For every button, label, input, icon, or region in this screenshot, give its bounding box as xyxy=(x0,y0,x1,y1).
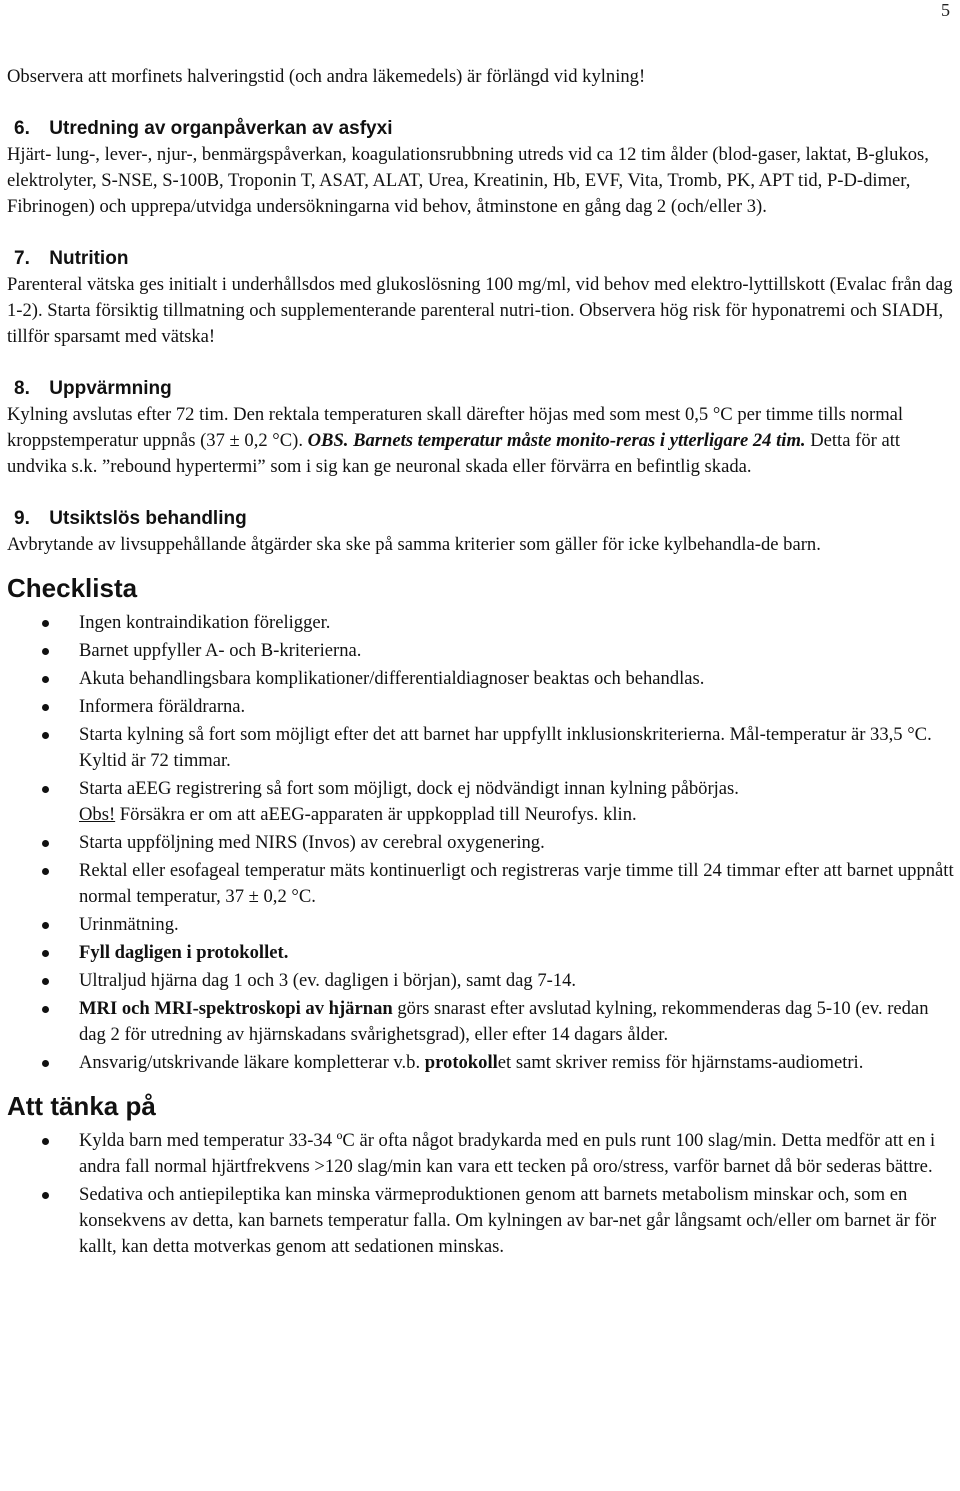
list-item xyxy=(7,912,955,938)
section-number: 8. xyxy=(14,378,30,399)
checklist-heading: Checklista xyxy=(7,573,138,603)
section-number: 7. xyxy=(14,248,30,269)
checklist xyxy=(7,610,955,1076)
list-item xyxy=(7,722,955,774)
text-part: Kylning avslutas efter 72 tim. Den rektala temperaturen skall därefter höjas med som mest 0,5 °C per timme tills normal kroppstemperatur uppnås (37 ± 0,2 °C). xyxy=(7,404,904,451)
spacer xyxy=(7,220,955,246)
bullet-icon xyxy=(42,1138,49,1145)
list-item xyxy=(7,1128,955,1180)
item-text: Starta kylning så fort som möjligt efter det att barnet har uppfyllt inklusionskriterierna. Mål-temperatur är 33,5 °C. Kyltid är 72 timmar. xyxy=(79,724,932,771)
item-text: Urinmätning. xyxy=(79,914,179,935)
bullet-icon xyxy=(42,978,49,985)
section-7 xyxy=(7,246,955,350)
item-text: Kylda barn med temperatur 33-34 ºC är ofta något bradykarda med en puls runt 100 slag/min. Detta medför att en i andra fall normal hjärtfrekvens >120 slag/min kan vara ett tecken på oro/stress, varför barnet då bör sederas bättre. xyxy=(79,1130,936,1177)
item-text: Ansvarig/utskrivande läkare kompletterar v.b. xyxy=(79,1052,425,1073)
bullet-icon xyxy=(42,732,49,739)
bullet-icon xyxy=(42,704,49,711)
section-text: Parenteral vätska ges initialt i underhållsdos med glukoslösning 100 mg/ml, vid behov med elektro-lyttillskott (Evalac från dag 1-2). Starta försiktig tillmatning och supplementerande parenteral nutri-tion. Observera hög risk för hyponatremi och SIADH, tillför sparsamt med vätska! xyxy=(7,274,953,347)
bullet-icon xyxy=(42,620,49,627)
section-number: 9. xyxy=(14,508,30,529)
item-text: Starta uppföljning med NIRS (Invos) av cerebral oxygenering. xyxy=(79,832,545,853)
item-text: görs snarast efter avslutad kylning, rekommenderas dag 5-10 (ev. redan dag 2 för utredning av hjärnskadans svårighetsgrad), eller efter 14 dagars ålder. xyxy=(79,998,929,1045)
section-number: 6. xyxy=(14,118,30,139)
item-text: Akuta behandlingsbara komplikationer/differentialdiagnoser beaktas och behandlas. xyxy=(79,668,705,689)
bullet-icon xyxy=(42,1060,49,1067)
spacer xyxy=(7,350,955,376)
bullet-icon xyxy=(42,950,49,957)
item-text: et samt skriver remiss för hjärnstams-audiometri. xyxy=(497,1052,864,1073)
item-text: Ultraljud hjärna dag 1 och 3 (ev. dagligen i början), samt dag 7-14. xyxy=(79,970,577,991)
intro-line: Observera att morfinets halveringstid (och andra läkemedels) är förlängd vid kylning! xyxy=(7,66,646,87)
section-title: Nutrition xyxy=(49,248,129,269)
item-text: Sedativa och antiepileptika kan minska värmeproduktionen genom att barnets metabolism minskar och, som en konsekvens av detta, kan barnets temperatur falla. Om kylningen av bar-net går långsamt och/eller om barnet är för kallt, kan detta motverkas genom att sedationen minskas. xyxy=(79,1184,937,1257)
section-text: Avbrytande av livsuppehållande åtgärder ska ske på samma kriterier som gäller för icke kylbehandla-de barn. xyxy=(7,534,821,555)
bullet-icon xyxy=(42,840,49,847)
section-heading xyxy=(7,506,955,532)
list-item xyxy=(7,830,955,856)
list-item xyxy=(7,968,955,994)
list-item xyxy=(7,1050,955,1076)
section-9 xyxy=(7,506,955,558)
list-item xyxy=(7,940,955,966)
att-tanka-pa-list xyxy=(7,1128,955,1260)
obs-emphasis: OBS. Barnets temperatur måste monito-reras i ytterligare 24 tim. xyxy=(307,430,806,451)
list-item xyxy=(7,638,955,664)
obs-underlined: Obs! xyxy=(79,804,116,825)
bullet-icon xyxy=(42,786,49,793)
item-text: Informera föräldrarna. xyxy=(79,696,246,717)
spacer xyxy=(7,480,955,506)
bullet-icon xyxy=(42,676,49,683)
bullet-icon xyxy=(42,1006,49,1013)
item-text: Försäkra er om att aEEG-apparaten är uppkopplad till Neurofys. klin. xyxy=(115,804,637,825)
item-bold-text: protokoll xyxy=(424,1052,498,1073)
section-title: Utredning av organpåverkan av asfyxi xyxy=(49,118,393,139)
section-heading xyxy=(7,246,955,272)
item-bold-text: MRI och MRI-spektroskopi av hjärnan xyxy=(79,998,393,1019)
att-tanka-pa-heading: Att tänka på xyxy=(7,1091,156,1121)
section-text xyxy=(7,402,955,480)
text-part: Detta för att undvika s.k. ”rebound hypertermi” som i sig kan ge neuronal skada eller förvärra en befintlig skada. xyxy=(7,430,901,477)
bullet-icon xyxy=(42,922,49,929)
page-number: 5 xyxy=(941,0,950,20)
list-item xyxy=(7,996,955,1048)
section-heading xyxy=(7,116,955,142)
list-item xyxy=(7,1182,955,1260)
section-6 xyxy=(7,116,955,220)
section-title: Uppvärmning xyxy=(49,378,172,399)
item-text: Ingen kontraindikation föreligger. xyxy=(79,612,331,633)
item-text: Rektal eller esofageal temperatur mäts kontinuerligt och registreras varje timme till 24 timmar efter att barnet uppnått normal temperatur, 37 ± 0,2 °C. xyxy=(79,860,954,907)
list-item xyxy=(7,776,955,828)
section-heading xyxy=(7,376,955,402)
bullet-icon xyxy=(42,868,49,875)
item-text: Starta aEEG registrering så fort som möjligt, dock ej nödvändigt innan kylning påbörjas. xyxy=(79,778,739,799)
list-item xyxy=(7,858,955,910)
section-text: Hjärt- lung-, lever-, njur-, benmärgspåverkan, koagulationsrubbning utreds vid ca 12 tim ålder (blod-gaser, laktat, B-glukos, elektrolyter, S-NSE, S-100B, Troponin T, ASAT, ALAT, Urea, Kreatinin, Hb, EVF, Vita, Tromb, PK, APT tid, P-D-dimer, Fibrinogen) och upprepa/utvidga undersökningarna vid behov, åtminstone en gång dag 2 (och/eller 3). xyxy=(7,144,929,217)
document-body xyxy=(7,64,955,1262)
list-item xyxy=(7,610,955,636)
list-item xyxy=(7,694,955,720)
item-bold-text: Fyll dagligen i protokollet. xyxy=(79,942,289,963)
spacer xyxy=(7,90,955,116)
bullet-icon xyxy=(42,648,49,655)
section-8 xyxy=(7,376,955,480)
bullet-icon xyxy=(42,1192,49,1199)
section-title: Utsiktslös behandling xyxy=(49,508,247,529)
item-text: Barnet uppfyller A- och B-kriterierna. xyxy=(79,640,362,661)
list-item xyxy=(7,666,955,692)
